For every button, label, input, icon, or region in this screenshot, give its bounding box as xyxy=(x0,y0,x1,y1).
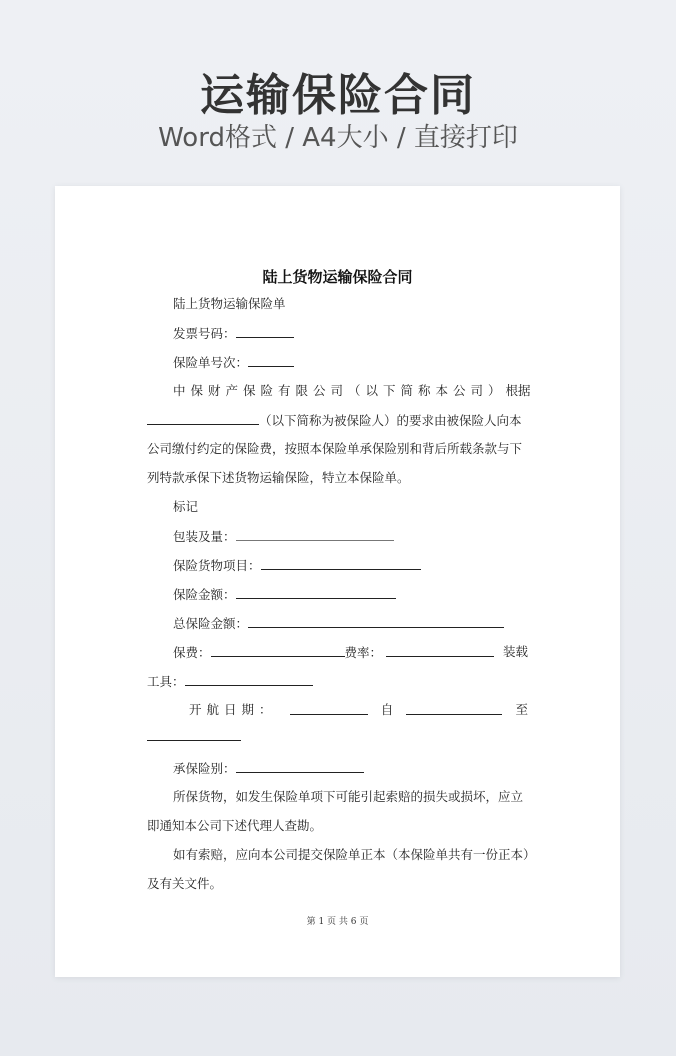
mark-label: 标记 xyxy=(173,499,199,514)
invoice-no-line xyxy=(147,323,528,343)
coverage-blank xyxy=(236,758,364,773)
intro-text-2: （以下简称为被保险人）的要求由被保险人向本 xyxy=(259,413,522,428)
packing-blank xyxy=(236,526,394,541)
destination-line xyxy=(147,726,528,746)
premium-line xyxy=(147,642,528,662)
claim-para-1b xyxy=(147,816,528,836)
goods-blank xyxy=(261,555,421,570)
mark-line xyxy=(147,497,528,517)
policy-no-blank xyxy=(248,352,294,367)
departure-date-blank xyxy=(290,700,368,715)
claim-text-2a: 如有索赔，应向本公司提交保险单正本（本保险单共有一份正本） xyxy=(173,847,536,862)
invoice-no-blank xyxy=(236,323,294,338)
document-page xyxy=(55,186,620,977)
banner-subtitle: Word格式 / A4大小 / 直接打印 xyxy=(158,123,518,153)
policy-no-line xyxy=(147,352,528,372)
departure-label: 开航日期： xyxy=(189,702,277,717)
goods-label: 保险货物项目： xyxy=(173,558,261,573)
policy-no-label: 保险单号次： xyxy=(173,355,249,370)
claim-para-2a xyxy=(147,845,536,865)
amount-label: 保险金额： xyxy=(173,587,236,602)
departure-line xyxy=(147,700,528,720)
goods-line xyxy=(147,555,528,575)
total-amount-line xyxy=(147,613,528,633)
banner-title: 运输保险合同 xyxy=(200,70,476,121)
rate-label: 费率： xyxy=(344,645,383,660)
vehicle-label-b: 工具： xyxy=(147,674,185,689)
amount-blank xyxy=(236,584,396,599)
vehicle-label-a: 装载 xyxy=(502,644,528,659)
total-amount-label: 总保险金额： xyxy=(173,616,249,631)
packing-line xyxy=(147,526,528,546)
vehicle-blank xyxy=(185,671,313,686)
rate-blank xyxy=(386,642,494,657)
coverage-line xyxy=(147,758,528,778)
coverage-label: 承保险别： xyxy=(173,761,236,776)
total-amount-blank xyxy=(248,613,504,628)
insured-blank xyxy=(147,410,259,425)
intro-text-4: 列特款承保下述货物运输保险，特立本保险单。 xyxy=(147,470,410,485)
vehicle-line xyxy=(147,671,528,691)
claim-para-2b xyxy=(147,874,528,894)
invoice-no-label: 发票号码： xyxy=(173,326,236,341)
destination-blank xyxy=(147,726,241,741)
intro-text-1a: 中保财产保险有限公司（以下简称本公司） xyxy=(173,383,506,398)
premium-blank xyxy=(211,642,345,657)
claim-text-2b: 及有关文件。 xyxy=(147,876,223,891)
premium-label: 保费： xyxy=(173,645,211,660)
doc-type-line xyxy=(147,294,528,314)
intro-line-3 xyxy=(147,439,528,459)
document-title: 陆上货物运输保险合同 xyxy=(262,268,413,286)
from-label: 自 xyxy=(380,702,394,717)
page-number: 第 1 页 共 6 页 xyxy=(306,917,369,927)
intro-line-4 xyxy=(147,468,528,488)
doc-type: 陆上货物运输保险单 xyxy=(173,296,286,311)
amount-line xyxy=(147,584,528,604)
claim-text-1a: 所保货物，如发生保险单项下可能引起索赔的损失或损坏，应立 xyxy=(173,789,524,804)
intro-text-1b: 根据 xyxy=(505,383,531,398)
packing-label: 包装及量： xyxy=(173,529,236,544)
intro-text-3: 公司缴付约定的保险费，按照本保险单承保险别和背后所载条款与下 xyxy=(147,441,523,456)
intro-line-2 xyxy=(147,410,528,430)
claim-para-1a xyxy=(147,787,528,807)
to-label: 至 xyxy=(515,702,528,717)
claim-text-1b: 即通知本公司下述代理人查勘。 xyxy=(147,818,323,833)
intro-line-1 xyxy=(147,381,531,401)
from-blank xyxy=(406,700,502,715)
